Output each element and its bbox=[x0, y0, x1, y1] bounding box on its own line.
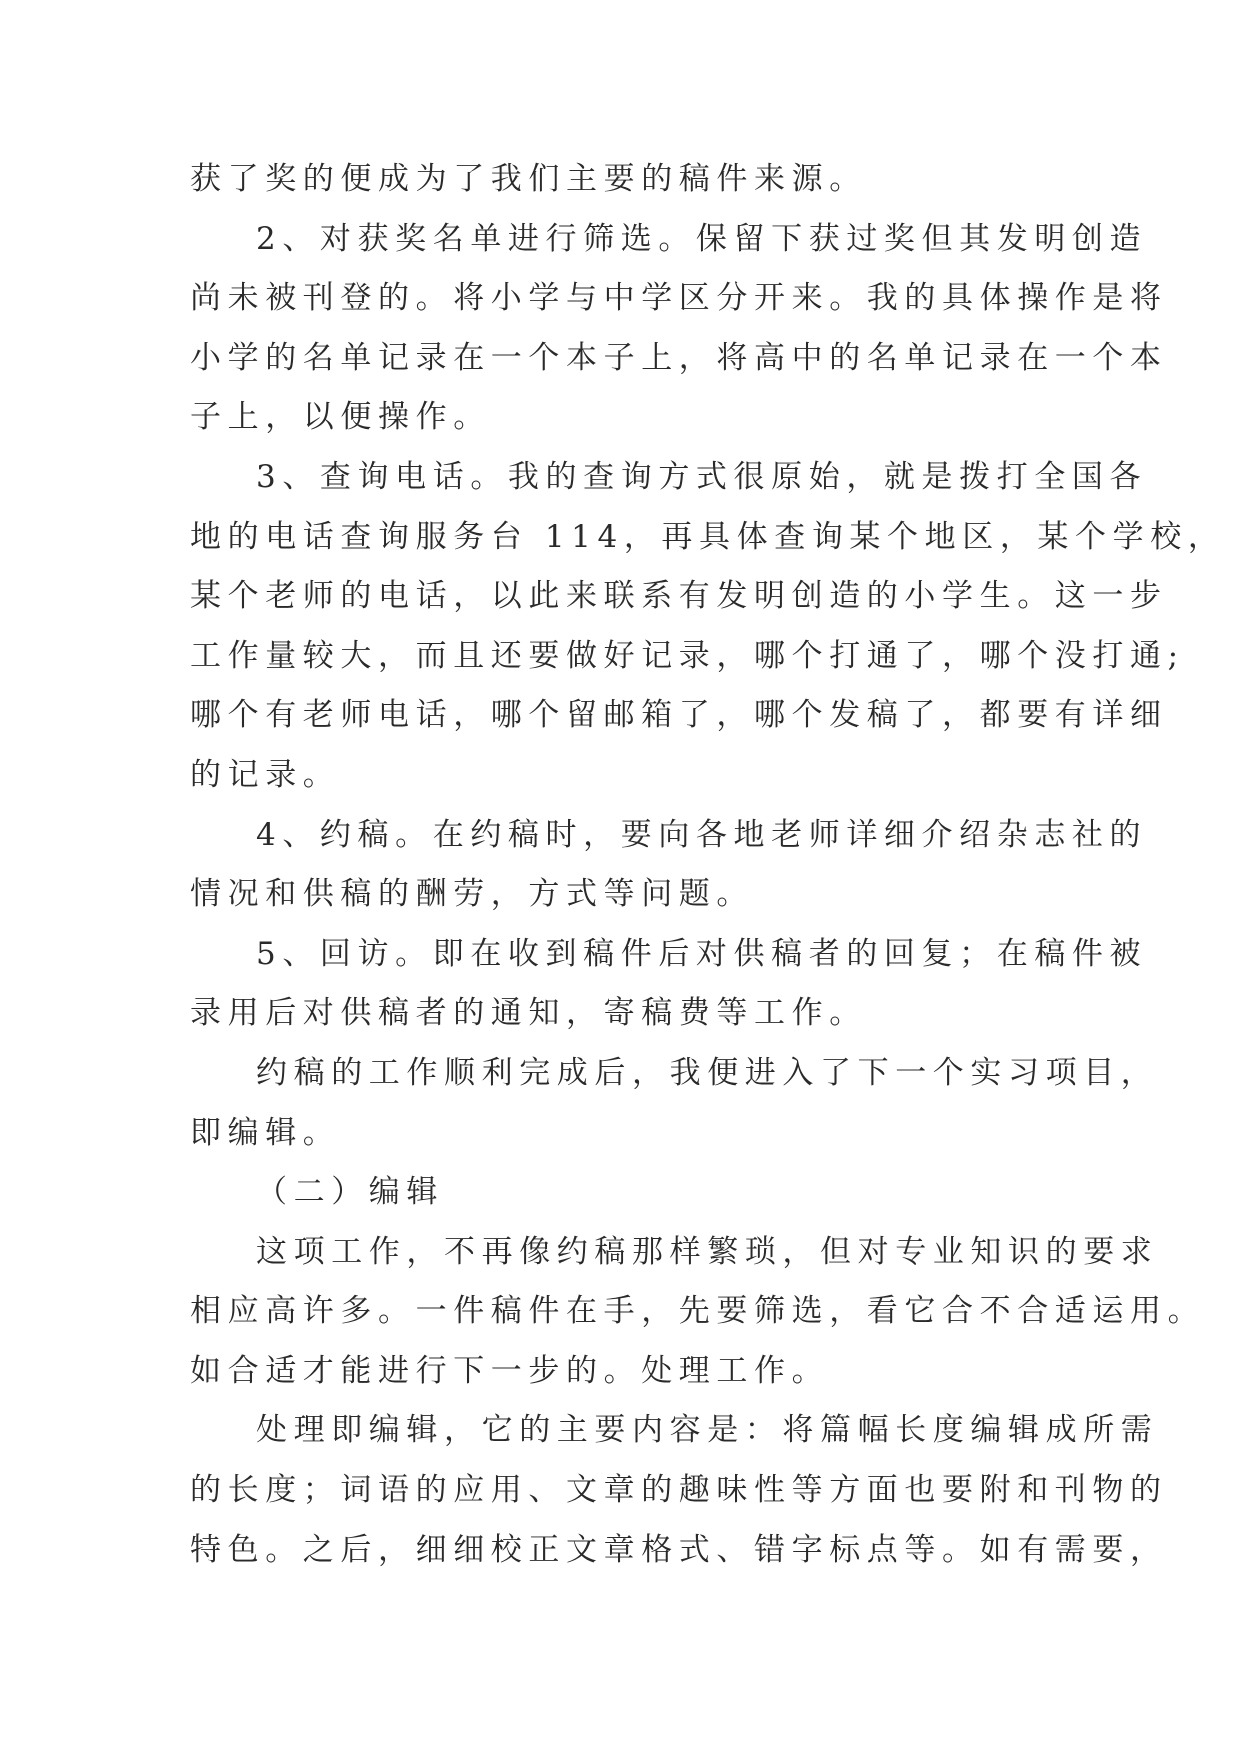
text-line: 某个老师的电话，以此来联系有发明创造的小学生。这一步 bbox=[190, 578, 1168, 615]
document-body bbox=[190, 150, 1226, 1580]
text-line: 特色。之后，细细校正文章格式、错字标点等。如有需要， bbox=[190, 1531, 1168, 1568]
text-line: 5、回访。即在收到稿件后对供稿者的回复；在稿件被 bbox=[256, 935, 1148, 972]
text-line: 2、对获奖名单进行筛选。保留下获过奖但其发明创造 bbox=[256, 220, 1148, 257]
text-line: 这项工作，不再像约稿那样繁琐，但对专业知识的要求 bbox=[256, 1233, 1159, 1270]
text-line: 的长度；词语的应用、文章的趣味性等方面也要附和刊物的 bbox=[190, 1472, 1168, 1509]
section-heading: （二）编辑 bbox=[256, 1174, 444, 1211]
text-line: 哪个有老师电话，哪个留邮箱了，哪个发稿了，都要有详细 bbox=[190, 697, 1168, 734]
text-line: 如合适才能进行下一步的。处理工作。 bbox=[190, 1352, 830, 1389]
text-line: 地的电话查询服务台 114，再具体查询某个地区，某个学校， bbox=[190, 518, 1226, 555]
text-line: 处理即编辑，它的主要内容是：将篇幅长度编辑成所需 bbox=[256, 1412, 1159, 1449]
text-line: 子上，以便操作。 bbox=[190, 399, 491, 436]
text-line: 情况和供稿的酬劳，方式等问题。 bbox=[190, 876, 754, 913]
text-line: 录用后对供稿者的通知，寄稿费等工作。 bbox=[190, 995, 867, 1032]
text-line: 的记录。 bbox=[190, 756, 341, 793]
text-line: 相应高许多。一件稿件在手，先要筛选，看它合不合适运用。 bbox=[190, 1293, 1206, 1330]
text-line: 4、约稿。在约稿时，要向各地老师详细介绍杂志社的 bbox=[256, 816, 1148, 853]
text-line: 3、查询电话。我的查询方式很原始，就是拨打全国各 bbox=[256, 458, 1148, 495]
text-line: 即编辑。 bbox=[190, 1114, 341, 1151]
text-line: 小学的名单记录在一个本子上，将高中的名单记录在一个本 bbox=[190, 339, 1168, 376]
text-line: 约稿的工作顺利完成后，我便进入了下一个实习项目， bbox=[256, 1054, 1159, 1091]
text-line: 工作量较大，而且还要做好记录，哪个打通了，哪个没打通; bbox=[190, 637, 1185, 674]
text-line: 获了奖的便成为了我们主要的稿件来源。 bbox=[190, 161, 867, 197]
text-line: 尚未被刊登的。将小学与中学区分开来。我的具体操作是将 bbox=[190, 280, 1168, 317]
